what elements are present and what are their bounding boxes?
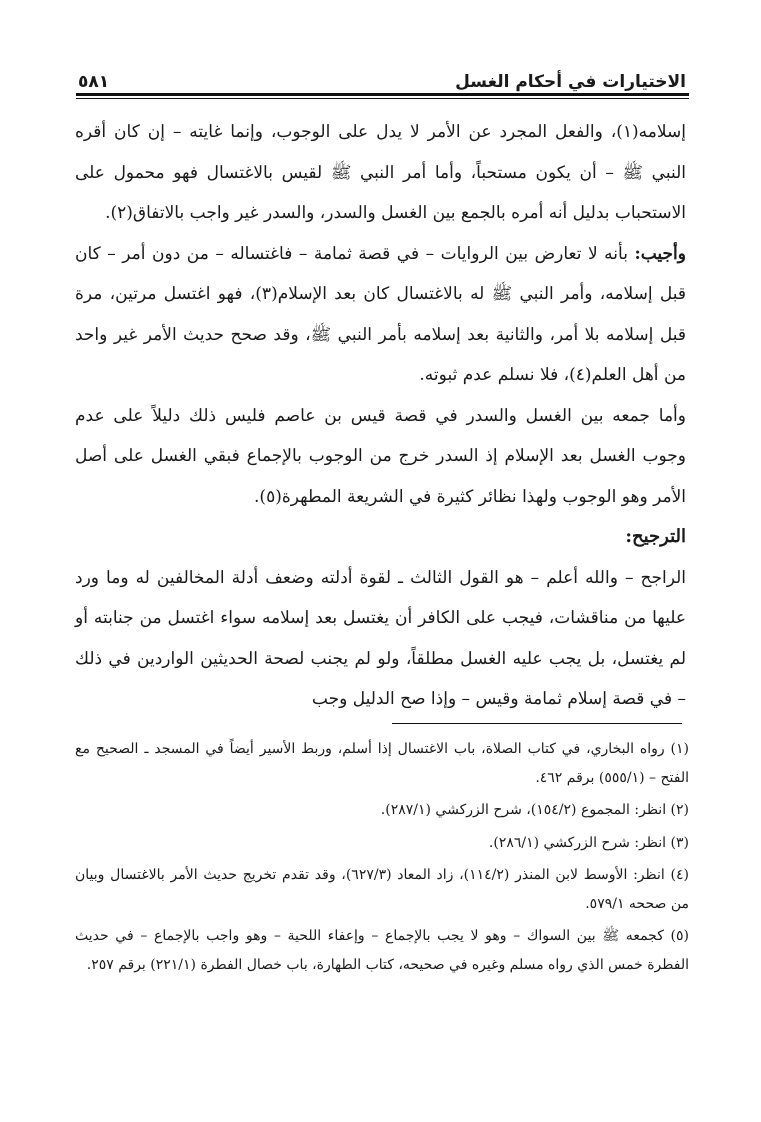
- page-number: ٥٨١: [78, 72, 110, 92]
- header-rule-thin: [76, 98, 689, 99]
- paragraph-1: إسلامه(١)، والفعل المجرد عن الأمر لا يدل على الوجوب، وإنما غايته – إن كان أقره النبي ﷺ – أن يكون مستحباً، وأما أمر النبي ﷺ لقيس بالاغتسال فهو محمول على الاستحباب بدليل أنه أمره بالجمع بين الغسل والسدر، والسدر غير واجب بالاتفاق(٢).: [75, 122, 686, 223]
- footnotes: [75, 735, 689, 983]
- paragraph-2-text: بأنه لا تعارض بين الروايات – في قصة ثمامة – فاغتساله – من دون أمر – كان قبل إسلامه، وأمر النبي ﷺ له بالاغتسال كان بعد الإسلام(٣)، فهو اغتسل مرتين، مرة قبل إسلامه بلا أمر، والثانية بعد إسلامه بأمر النبي ﷺ، وقد صحح حديث الأمر غير واحد من أهل العلم(٤)، فلا نسلم عدم ثبوته.: [75, 243, 686, 385]
- footnote-4: (٤) انظر: الأوسط لابن المنذر (١١٤/٢)، زاد المعاد (٦٢٧/٣)، وقد تقدم تخريج حديث الأمر بالاغتسال وبيان من صححه ٥٧٩/١.: [75, 867, 689, 912]
- paragraph-3: وأما جمعه بين الغسل والسدر في قصة قيس بن عاصم فليس ذلك دليلاً على عدم وجوب الغسل بعد الإسلام إذ السدر خرج من الوجوب بالإجماع فبقي الغسل على أصل الأمر وهو الوجوب ولهذا نظائر كثيرة في الشريعة المطهرة(٥).: [75, 405, 686, 507]
- footnote-2: (٢) انظر: المجموع (١٥٤/٢)، شرح الزركشي (٢٨٧/١).: [380, 802, 689, 818]
- paragraph-4: الراجح – والله أعلم – هو القول الثالث ـ لقوة أدلته وضعف أدلة المخالفين له وما ورد عليها من مناقشات، فيجب على الكافر أن يغتسل بعد إسلامه سواء اغتسل من جنابته أو لم يغتسل، بل يجب عليه الغسل مطلقاً، ولو لم يجنب لصحة الحديثين الواردين في ذلك – في قصة إسلام ثمامة وقيس – وإذا صح الدليل وجب: [75, 567, 686, 709]
- footnote-1: (١) رواه البخاري، في كتاب الصلاة، باب الاغتسال إذا أسلم، وربط الأسير أيضاً في المسجد ـ الصحيح مع الفتح – (٥٥٥/١) برقم ٤٦٢.: [75, 741, 689, 786]
- answer-lead: وأجيب:: [634, 243, 686, 264]
- header-rule: [76, 93, 689, 96]
- footnote-separator: [392, 723, 682, 724]
- footnote-3: (٣) انظر: شرح الزركشي (٢٨٦/١).: [488, 834, 689, 851]
- header-title: الاختيارات في أحكام الغسل: [455, 72, 686, 92]
- running-header: [78, 62, 686, 92]
- main-text: [75, 112, 686, 720]
- paragraph-2: [75, 234, 686, 396]
- footnote-5: (٥) كجمعه ﷺ بين السواك – وهو لا يجب بالإجماع – وإعفاء اللحية – وهو واجب بالإجماع – في حديث الفطرة خمس الذي رواه مسلم وغيره في صحيحه، كتاب الطهارة، باب خصال الفطرة (٢٢١/١) برقم ٢٥٧.: [75, 928, 689, 973]
- section-heading: الترجيح:: [625, 526, 686, 547]
